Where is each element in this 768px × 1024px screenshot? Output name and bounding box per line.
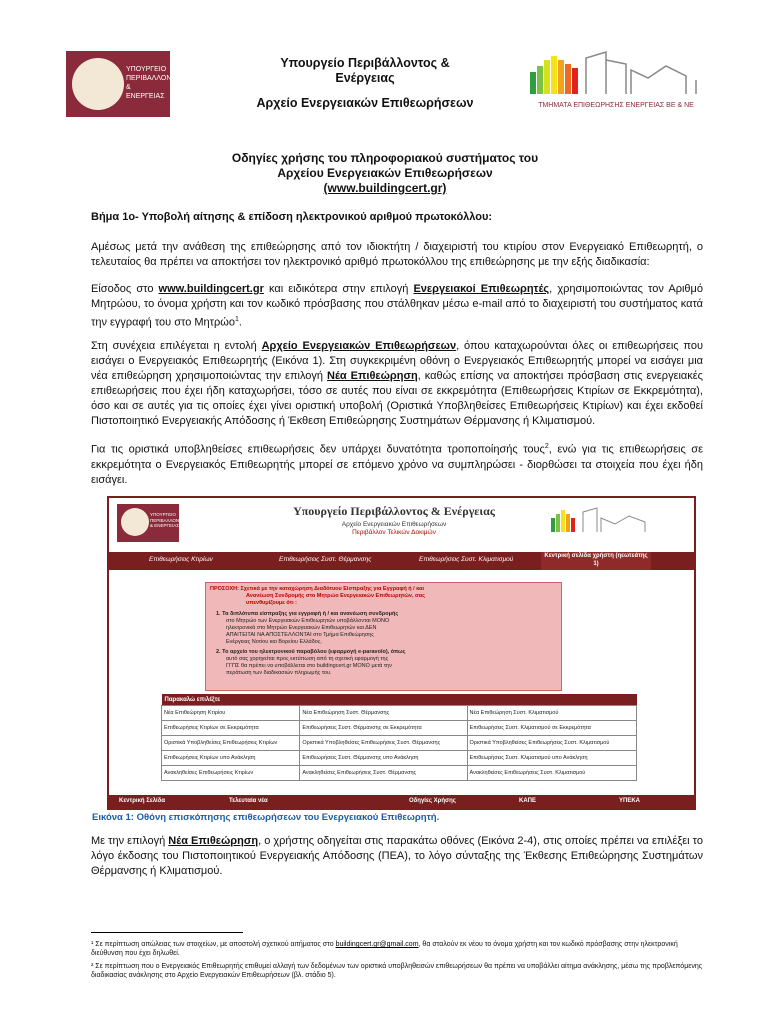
- warning-line: περάτωση των διαδικασιών πληρωμής του.: [226, 670, 332, 676]
- warning-line: Ανανέωση Συνδρομής στο Μητρώο Ενεργειακών Επιθεωρητών, σας: [246, 593, 425, 599]
- options-table-header: Παρακαλώ επιλέξτε: [162, 694, 637, 706]
- new-inspection-option: Νέα Επιθεώρηση: [327, 370, 418, 382]
- screenshot-subtitle: Αρχείο Ενεργειακών Επιθεωρήσεων: [341, 521, 447, 528]
- energy-inspectors-option: Ενεργειακοί Επιθεωρητές: [413, 283, 550, 295]
- paragraph-5: [91, 834, 703, 879]
- warning-line: ηλεκτρονικά στο Μητρώο Ενεργειακών Επιθεωρητών και ΔΕΝ: [226, 625, 377, 631]
- screenshot-logo-text: ΥΠΟΥΡΓΕΙΟ ΠΕΡΙΒΑΛΛΟΝΤΟΣ & ΕΝΕΡΓΕΙΑΣ: [150, 512, 189, 528]
- figure-1-caption: Εικόνα 1: Οθόνη επισκόπησης επιθεωρήσεων του Ενεργειακού Επιθεωρητή.: [92, 812, 440, 823]
- footnote-1-text-a: ¹ Σε περίπτωση απώλειας των στοιχείων, με αποστολή σχετικού αιτήματος στο: [91, 941, 336, 948]
- p2-text-d: .: [238, 316, 242, 329]
- table-link[interactable]: Οριστικά Υποβληθείσες Επιθεωρήσεις Συστ. Θέρμανσης: [300, 736, 467, 751]
- p3-text-a: Στη συνέχεια επιλέγεται η εντολή: [91, 340, 262, 352]
- footnote-ref-1: 1: [234, 316, 239, 323]
- table-link[interactable]: Ανακληθείσες Επιθεωρήσεις Συστ. Κλιματισμού: [467, 766, 636, 781]
- nav-aircon-inspections[interactable]: Επιθεωρήσεις Συστ. Κλιματισμού: [419, 556, 514, 563]
- energy-logo-caption: ΤΜΗΜΑΤΑ ΕΠΙΘΕΩΡΗΣΗΣ ΕΝΕΡΓΕΙΑΣ ΒΕ & ΝΕ: [538, 102, 694, 109]
- new-inspection-option-2: Νέα Επιθεώρηση: [168, 835, 259, 847]
- table-link[interactable]: Επιθεωρήσεις Συστ. Θέρμανσης σε Εκκρεμότητα: [300, 721, 467, 736]
- footnote-ref-2: 2: [544, 443, 549, 450]
- screenshot-header: [109, 498, 694, 546]
- user-home-button[interactable]: Κεντρική σελίδα χρήστη (ηεωτεάτης 1): [541, 552, 651, 570]
- footnote-divider: [91, 932, 243, 933]
- warning-line: ΑΠΑΙΤΕΙΤΑΙ ΝΑ ΑΠΟΣΤΕΛΛΟΝΤΑΙ στο Τμήμα Επιθεώρησης: [226, 632, 374, 638]
- archive-name: Αρχείο Ενεργειακών Επιθεωρήσεων: [256, 96, 474, 110]
- screenshot-frame: [107, 496, 696, 810]
- doc-title-line1: Οδηγίες χρήσης του πληροφοριακού συστήματος του: [231, 151, 539, 165]
- ministry-name: [250, 56, 480, 86]
- warning-line: αυτό σας χορηγείται προς εκτύπωση από τη σχετική εφαρμογή της: [226, 656, 389, 662]
- footnote-1-text-b: , θα σταλούν εκ νέου το όνομα χρήστη και τον κωδικό πρόσβασης στην ηλεκτρονική διεύθυνση που έχει δηλωθεί.: [91, 941, 678, 957]
- figure-1-screenshot: [95, 489, 704, 811]
- ministry-line1: Υπουργείο Περιβάλλοντος &: [280, 56, 450, 70]
- table-link[interactable]: Επιθεωρήσεις Συστ. Θέρμανσης υπο Ανάκληση: [300, 751, 467, 766]
- table-row: [162, 751, 637, 766]
- footer-ypeka-link[interactable]: ΥΠΕΚΑ: [619, 798, 641, 804]
- table-link[interactable]: Νέα Επιθεώρηση Συστ. Θέρμανσης: [300, 706, 467, 721]
- warning-line: 2. Το αρχείο του ηλεκτρονικού παραβόλου (εφαρμογή e-paravolo), όπως: [216, 649, 406, 655]
- screenshot-footer-bar: [109, 795, 694, 808]
- screenshot-energy-logo-icon: [549, 506, 659, 540]
- footer-help-link[interactable]: Οδηγίες Χρήσης: [409, 798, 456, 804]
- p2-text-b: και ειδικότερα στην επιλογή: [263, 283, 414, 295]
- table-link[interactable]: Οριστικά Υποβληθείσες Επιθεωρήσεις Κτιρίων: [162, 736, 300, 751]
- nav-building-inspections[interactable]: Επιθεωρήσεις Κτιρίων: [149, 556, 213, 563]
- table-link[interactable]: Νέα Επιθεώρηση Κτιρίου: [162, 706, 300, 721]
- table-row: [162, 766, 637, 781]
- p4-text-b: , ενώ για τις επιθεωρήσεις σε εκκρεμότητα ο Ενεργειακός Επιθεωρητής μπορεί σε επόμενο χρόνο να συμπληρώσει - διορθώσει τα στοιχεία που έχει ήδη εισάγει.: [91, 443, 704, 486]
- screenshot-env-label: Περιβάλλον Τελικών Δοκιμών: [352, 529, 436, 536]
- p5-text-b: , ο χρήστης οδηγείται στις παρακάτω οθόνες (Εικόνα 2-4), στις οποίες πρέπει να επιλέξει το λόγο έκδοσης του Πιστοποιητικού Ενεργειακής Απόδοσης (ΠΕΑ), το λόγο σύνταξης της Έκθεσης Επιθεώρησης Συστημάτων Θέρμανσης ή Κλιματισμού.: [91, 835, 703, 877]
- table-row: [162, 706, 637, 721]
- warning-line: ΠΡΟΣΟΧΗ: Σχετικά με την καταχώρηση Διαδότυου Είσπραξης για Εγγραφή ή / και: [210, 586, 425, 592]
- table-link[interactable]: Επιθεωρήσεις Συστ. Κλιματισμού σε Εκκρεμότητα: [467, 721, 636, 736]
- footnote-2: ² Σε περίπτωση που ο Ενεργειακός Επιθεωρητής επιθυμεί αλλαγή των δεδομένων των οριστικά υποβληθεισών επιθεωρήσεων θα πρέπει να υποβάλλει αίτημα ανάκλησης, μέσω της προβλεπόμενης διαδικασίας ανάκλησης στο Αρχείο Ενεργειακών Επιθεωρήσεων (βλ. στάδιο 5).: [91, 963, 703, 979]
- doc-title-link[interactable]: (www.buildingcert.gr): [323, 181, 447, 195]
- screenshot-emblem-icon: [121, 508, 149, 536]
- table-row: [162, 721, 637, 736]
- warning-line: ΓΓΠΣ θα πρέπει να υποβάλλεται στο buildingcert.gr ΜΟΝΟ μετά την: [226, 663, 392, 669]
- step1-heading: Βήμα 1ο- Υποβολή αίτησης & επίδοση ηλεκτρονικού αριθμού πρωτοκόλλου:: [91, 211, 493, 223]
- warning-line: υπενθυμίζουμε ότι :: [246, 600, 297, 606]
- footer-home-link[interactable]: Κεντρική Σελίδα: [119, 798, 166, 804]
- nav-heating-inspections[interactable]: Επιθεωρήσεις Συστ. Θέρμανσης: [279, 556, 372, 563]
- screenshot-logo: [117, 504, 189, 542]
- footer-kape-link[interactable]: ΚΑΠΕ: [519, 798, 537, 804]
- buildingcert-link[interactable]: www.buildingcert.gr: [158, 283, 264, 295]
- screenshot-title: Υπουργείο Περιβάλλοντος & Ενέργειας: [293, 504, 495, 518]
- screenshot-nav-bar: [109, 552, 694, 570]
- table-row: [162, 736, 637, 751]
- footer-news-link[interactable]: Τελευταία νέα: [229, 798, 268, 804]
- p4-text-a: Για τις οριστικά υποβληθείσες επιθεωρήσεις δεν υπάρχει δυνατότητα τροποποίησής τους: [91, 443, 545, 456]
- table-link[interactable]: Νέα Επιθεώρηση Συστ. Κλιματισμού: [467, 706, 636, 721]
- warning-line: Ενέργειας Νοτίου και Βορείου Ελλάδος.: [226, 639, 323, 645]
- ministry-line2: Ενέργειας: [335, 71, 395, 85]
- p3-text-c: , καθώς επίσης να αποκτήσει πρόσβαση στις ενεργειακές επιθεωρήσεις που έχει ήδη καταχωρήσει, τόσο σε αυτές που είναι σε εκκρεμότητα (Επιθεωρήσεις Κτιρίων σε Εκκρεμότητα), όσο και σε αυτές για τις οποίες έχει γίνει οριστική υποβολή (Οριστικά Υποβληθείσες Επιθεωρήσεις Κτιρίων) και έχει εκδοθεί Πιστοποιητικό Ενεργειακής Απόδοσης ή Έκθεση Επιθεώρησης Συστημάτων Θέρμανσης ή Κλιματισμού.: [91, 370, 703, 427]
- archive-command: Αρχείο Ενεργειακών Επιθεωρήσεων: [261, 340, 457, 352]
- p3-text-b: , όπου καταχωρούνται όλες οι επιθεωρήσεις που εισάγει ο Ενεργειακός Επιθεωρητής (Εικόνα 1). Στη συγκεκριμένη οθόνη ο Ενεργειακός Επιθεωρητής μπορεί να εισάγει μια νέα επιθεώρηση χρησιμοποιώντας την επιλογή: [91, 340, 704, 382]
- logo-text: ΥΠΟΥΡΓΕΙΟ ΠΕΡΙΒΑΛΛΟΝΤΟΣ & ΕΝΕΡΓΕΙΑΣ: [126, 66, 186, 100]
- table-link[interactable]: Ανακληθείσες Επιθεωρήσεις Συστ. Θέρμανσης: [300, 766, 467, 781]
- table-link[interactable]: Επιθεωρήσεις Συστ. Κλιματισμού υπο Ανάκληση: [467, 751, 636, 766]
- table-link[interactable]: Επιθεωρήσεις Κτιρίων υπο Ανάκληση: [162, 751, 300, 766]
- p2-text-c: , χρησιμοποιώντας τον Αριθμό Μητρώου, το όνομα χρήστη και τον κωδικό πρόσβασης που στάλθηκαν μέσω e-mail από το διαχειριστή του συστήματος κατά την εγγραφή του στο Μητρώο: [91, 283, 703, 329]
- options-table: [161, 694, 637, 781]
- table-link[interactable]: Επιθεωρήσεις Κτιρίων σε Εκκρεμότητα: [162, 721, 300, 736]
- warning-line: στο Μητρώο των Ενεργειακών Επιθεωρητών υποβάλλονται ΜΟΝΟ: [226, 618, 390, 624]
- table-link[interactable]: Οριστικά Υποβληθείσες Επιθεωρήσεις Συστ. Κλιματισμού: [467, 736, 636, 751]
- paragraph-4: [91, 439, 703, 488]
- ministry-emblem-icon: [72, 58, 124, 110]
- ministry-logo: [66, 51, 186, 117]
- paragraph-2: [91, 282, 703, 331]
- doc-title-line2: Αρχείου Ενεργειακών Επιθεωρήσεων: [277, 166, 493, 180]
- p5-text-a: Με την επιλογή: [91, 835, 169, 847]
- warning-box: [205, 582, 562, 691]
- support-email-link[interactable]: buildingcert.gr@gmail.com: [335, 941, 419, 948]
- footnote-1: [91, 940, 703, 958]
- doc-title-url[interactable]: [150, 181, 620, 196]
- table-link[interactable]: Ανακληθείσες Επιθεωρήσεις Κτιρίων: [162, 766, 300, 781]
- paragraph-1: Αμέσως μετά την ανάθεση της επιθεώρησης από τον ιδιοκτήτη / διαχειριστή του κτιρίου στον Ενεργειακό Επιθεωρητή, ο τελευταίος θα πρέπει να αποκτήσει τον ηλεκτρονικό αριθμό πρωτοκόλλου της επιθεώρησης με την εξής διαδικασία:: [91, 241, 703, 268]
- warning-line: 1. Τα διπλότυπα είσπραξης για εγγραφή ή / και ανανέωση συνδρομής: [216, 611, 399, 617]
- paragraph-3: [91, 339, 703, 429]
- p2-text-a: Είσοδος στο: [91, 283, 159, 295]
